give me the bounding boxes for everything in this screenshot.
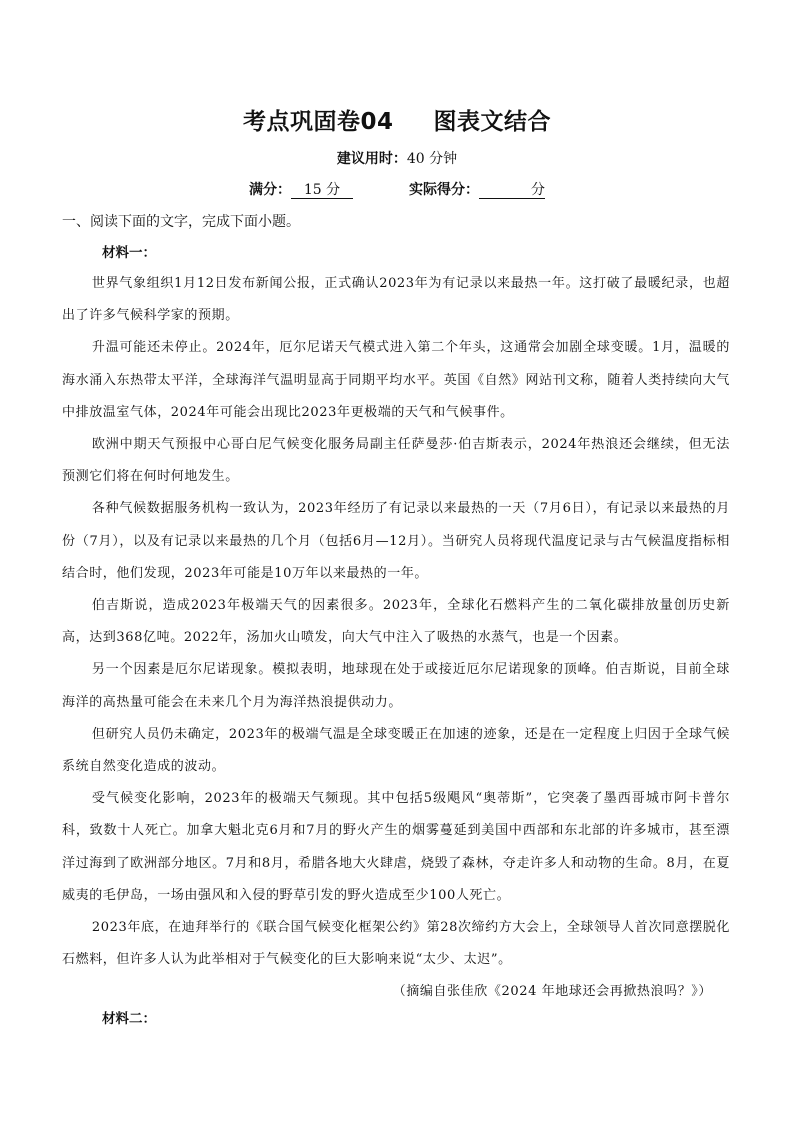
- suggested-time-value: 40 分钟: [406, 151, 458, 167]
- suggested-time: [0, 148, 794, 168]
- paragraph: 世界气象组织1月12日发布新闻公报，正式确认2023年为有记录以来最热一年。这打破了最暖纪录，也超出了许多气候科学家的预期。: [62, 276, 730, 324]
- actual-score-unit: 分: [531, 182, 545, 198]
- title-exam-number: 考点巩固卷04: [242, 109, 394, 135]
- paragraph: 伯吉斯说，造成2023年极端天气的因素很多。2023年，全球化石燃料产生的二氧化碳排放量创历史新高，达到368亿吨。2022年，汤加火山喷发，向大气中注入了吸热的水蒸气，也是一个因素。: [62, 598, 730, 646]
- paragraph: 2023年底，在迪拜举行的《联合国气候变化框架公约》第28次缔约方大会上，全球领导人首次同意摆脱化石燃料，但许多人认为此举相对于气候变化的巨大影响来说“太少、太迟”。: [62, 920, 730, 968]
- paragraph: 欧洲中期天气预报中心哥白尼气候变化服务局副主任萨曼莎·伯吉斯表示，2024年热浪还会继续，但无法预测它们将在何时何地发生。: [62, 437, 730, 485]
- paragraph: 但研究人员仍未确定，2023年的极端气温是全球变暖正在加速的迹象，还是在一定程度上归因于全球气候系统自然变化造成的波动。: [62, 726, 730, 775]
- actual-score-label: 实际得分：: [409, 182, 479, 198]
- score-line: [0, 179, 794, 199]
- material-one-body: [62, 268, 730, 1009]
- question-intro: 一、阅读下面的文字，完成下面小题。: [62, 214, 300, 230]
- material-one-label: 材料一：: [102, 245, 156, 261]
- paragraph: 各种气候数据服务机构一致认为，2023年经历了有记录以来最热的一天（7月6日），有记录以来最热的月份（7月），以及有记录以来最热的几个月（包括6月—12月）。当研究人员将现代温度记录与古气候温度指标相结合时，他们发现，2023年可能是10万年以来最热的一年。: [62, 501, 730, 581]
- page-title: [0, 103, 794, 136]
- actual-score-blank[interactable]: [479, 182, 545, 199]
- paragraph: 升温可能还未停止。2024年，厄尔尼诺天气模式进入第二个年头，这通常会加剧全球变暖。1月，温暖的海水涌入东热带太平洋，全球海洋气温明显高于同期平均水平。英国《自然》网站刊文称，随着人类持续向大气中排放温室气体，2024年可能会出现比2023年更极端的天气和气候事件。: [62, 340, 730, 420]
- paragraph: 受气候变化影响，2023年的极端天气频现。其中包括5级飓风“奥蒂斯”，它突袭了墨西哥城市阿卡普尔科，致数十人死亡。加拿大魁北克6月和7月的野火产生的烟雾蔓延到美国中西部和东北部的许多城市，甚至漂洋过海到了欧洲部分地区。7月和8月，希腊各地大火肆虐，烧毁了森林，夺走许多人和动物的生命。8月，在夏威夷的毛伊岛，一场由强风和入侵的野草引发的野火造成至少100人死亡。: [62, 791, 730, 903]
- suggested-time-label: 建议用时：: [336, 151, 407, 167]
- full-score-value: 15 分: [291, 182, 353, 199]
- paragraph: 另一个因素是厄尔尼诺现象。模拟表明，地球现在处于或接近厄尔尼诺现象的顶峰。伯吉斯说，目前全球海洋的高热量可能会在未来几个月为海洋热浪提供动力。: [62, 662, 730, 710]
- title-topic: 图表文结合: [433, 109, 551, 135]
- source-citation: （摘编自张佳欣《2024 年地球还会再掀热浪吗？》）: [392, 984, 712, 1000]
- material-two-label: 材料二：: [102, 1011, 156, 1027]
- full-score-label: 满分：: [249, 182, 291, 198]
